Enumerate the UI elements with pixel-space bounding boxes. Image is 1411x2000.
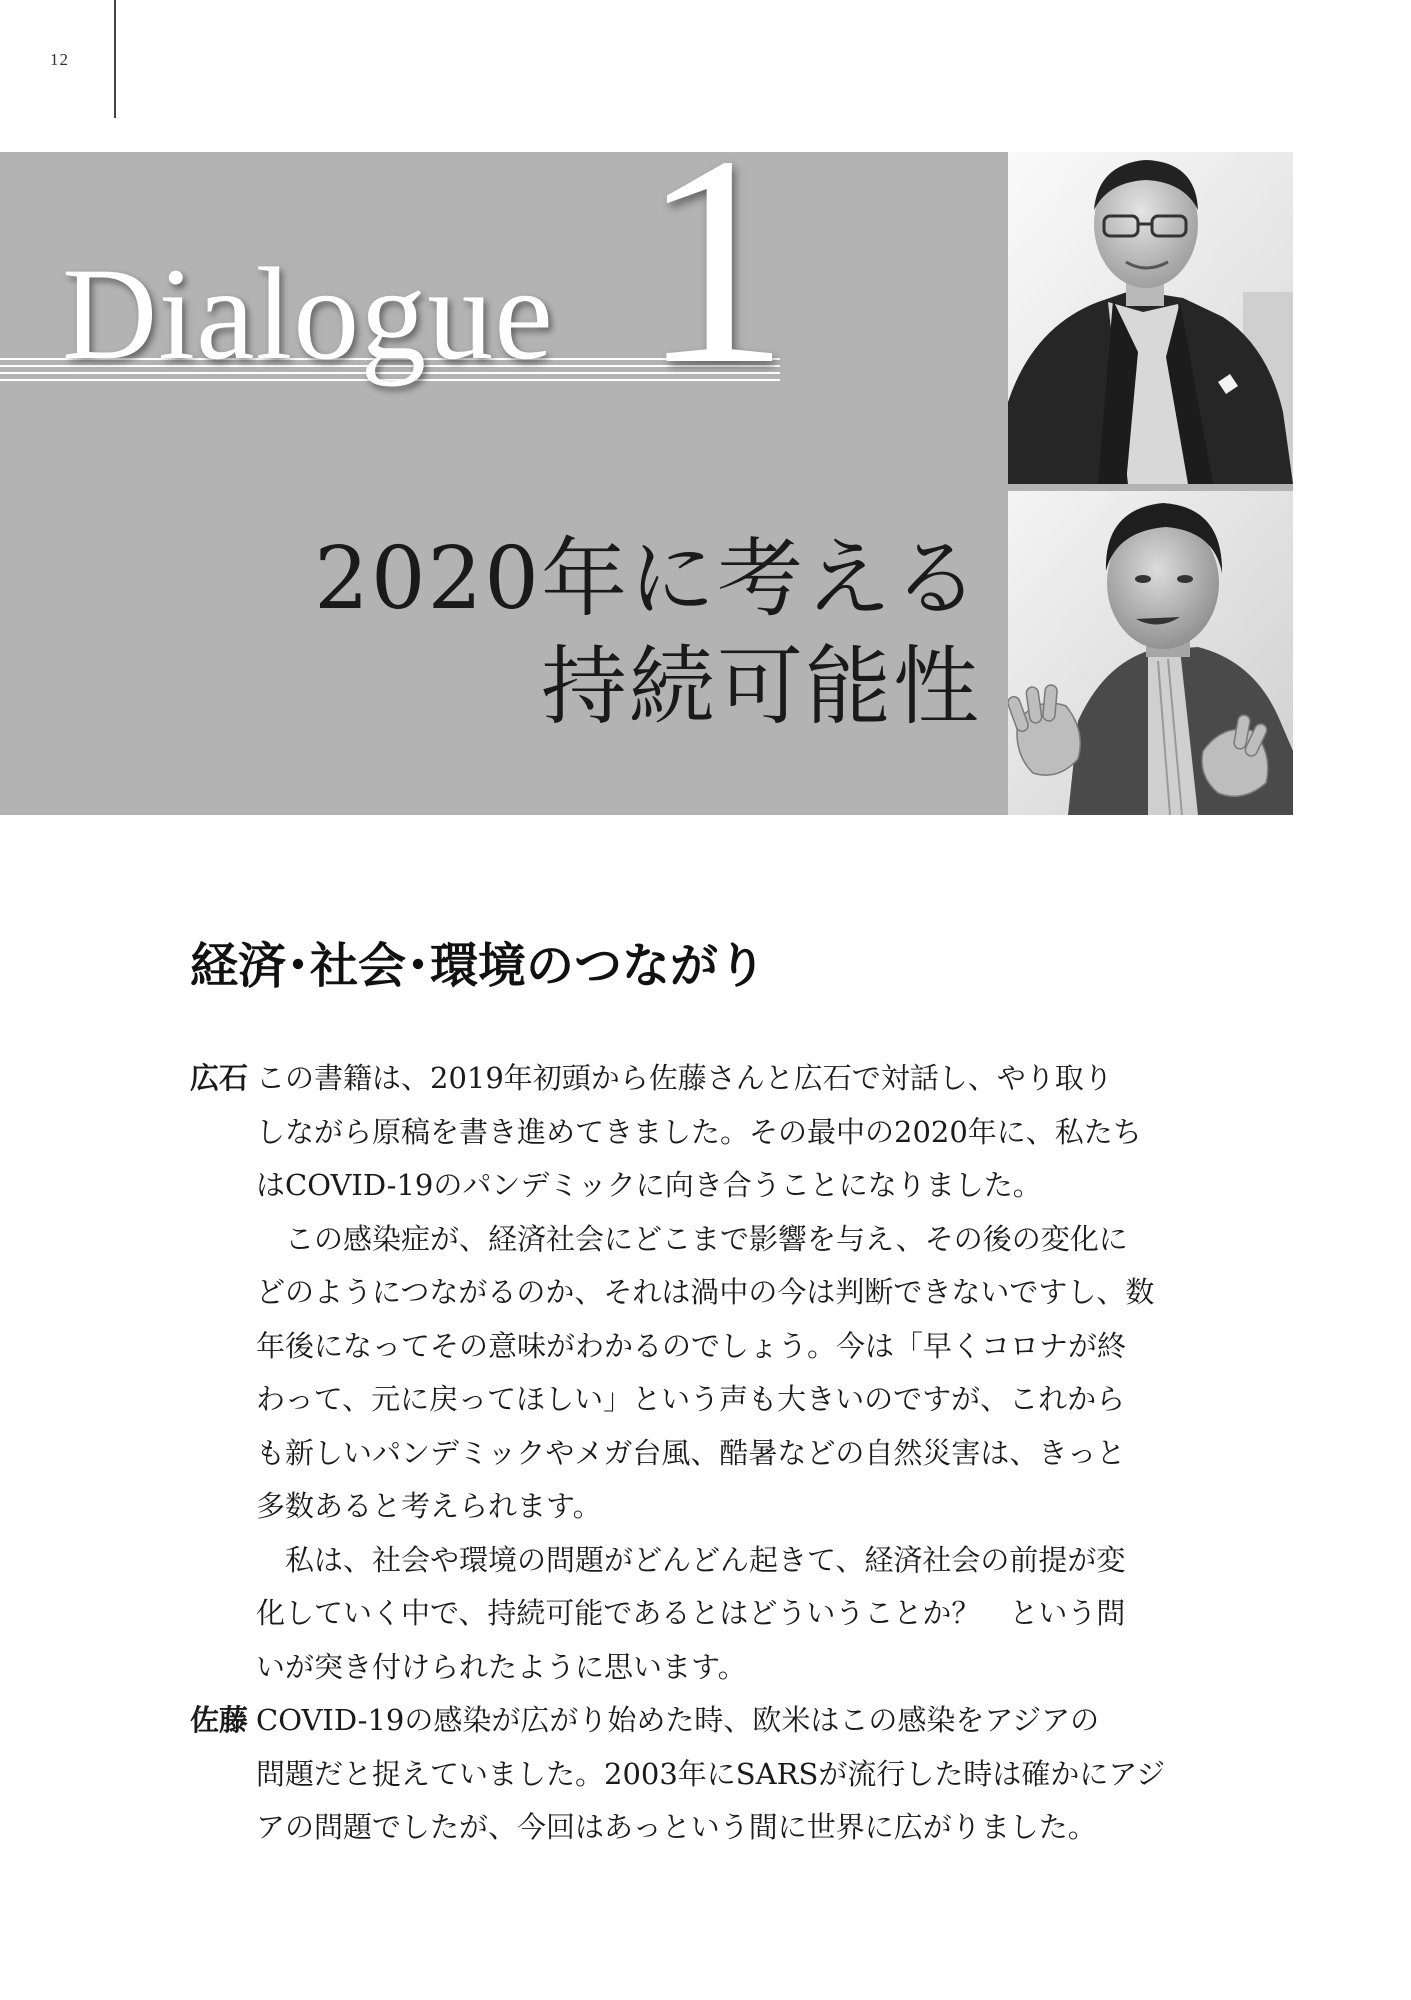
- speech-block: [190, 1694, 1230, 1855]
- portrait-photo-bottom: [1008, 491, 1293, 815]
- portrait-man-gesturing: [1008, 491, 1293, 815]
- dialogue-number: 1: [640, 94, 790, 426]
- page-number: 12: [50, 50, 69, 69]
- portrait-man-glasses: [1008, 152, 1293, 484]
- dialogue-body: [190, 1052, 1230, 1855]
- text-line: アの問題でしたが、今回はあっという間に世界に広がりました。: [256, 1810, 1097, 1844]
- text-line: COVID-19の感染が広がり始めた時、欧米はこの感染をアジアの: [256, 1703, 1100, 1737]
- chapter-title-line: 2020年に考える: [314, 529, 981, 629]
- margin-rule: [114, 0, 116, 118]
- text-line: この感染症が、経済社会にどこまで影響を与え、その後の変化に: [256, 1221, 1128, 1256]
- text-line: 化していく中で、持続可能であるとはどういうことか？ という問: [256, 1596, 1126, 1630]
- text-line: 私は、社会や環境の問題がどんどん起きて、経済社会の前提が変: [256, 1542, 1126, 1577]
- text-line: 問題だと捉えていました。2003年にSARSが流行した時は確かにアジ: [256, 1756, 1166, 1791]
- text-line: 多数あると考えられます。: [256, 1489, 602, 1523]
- speech-block: [190, 1052, 1230, 1694]
- chapter-title: [314, 525, 981, 741]
- dialogue-label: Dialogue: [62, 240, 554, 387]
- text-line: この書籍は、2019年初頭から佐藤さんと広石で対話し、やり取り: [256, 1061, 1113, 1095]
- text-line: いが突き付けられたように思います。: [256, 1649, 747, 1684]
- portrait-photo-top: [1008, 152, 1293, 484]
- text-line: も新しいパンデミックやメガ台風、酷暑などの自然災害は、きっと: [256, 1435, 1126, 1470]
- speaker-name: 広石: [190, 1061, 249, 1095]
- text-line: 年後になってその意味がわかるのでしょう。今は「早くコロナが終: [256, 1328, 1127, 1363]
- section-heading: 経済･社会･環境のつながり: [190, 938, 767, 994]
- text-line: はCOVID-19のパンデミックに向き合うことになりました。: [256, 1168, 1042, 1202]
- chapter-title-line: 持続可能性: [541, 637, 981, 737]
- text-line: しながら原稿を書き進めてきました。その最中の2020年に、私たち: [256, 1114, 1142, 1149]
- text-line: どのようにつながるのか、それは渦中の今は判断できないですし、数: [256, 1275, 1155, 1309]
- text-line: わって、元に戻ってほしい」という声も大きいのですが、これから: [256, 1382, 1126, 1416]
- speaker-name: 佐藤: [190, 1703, 249, 1737]
